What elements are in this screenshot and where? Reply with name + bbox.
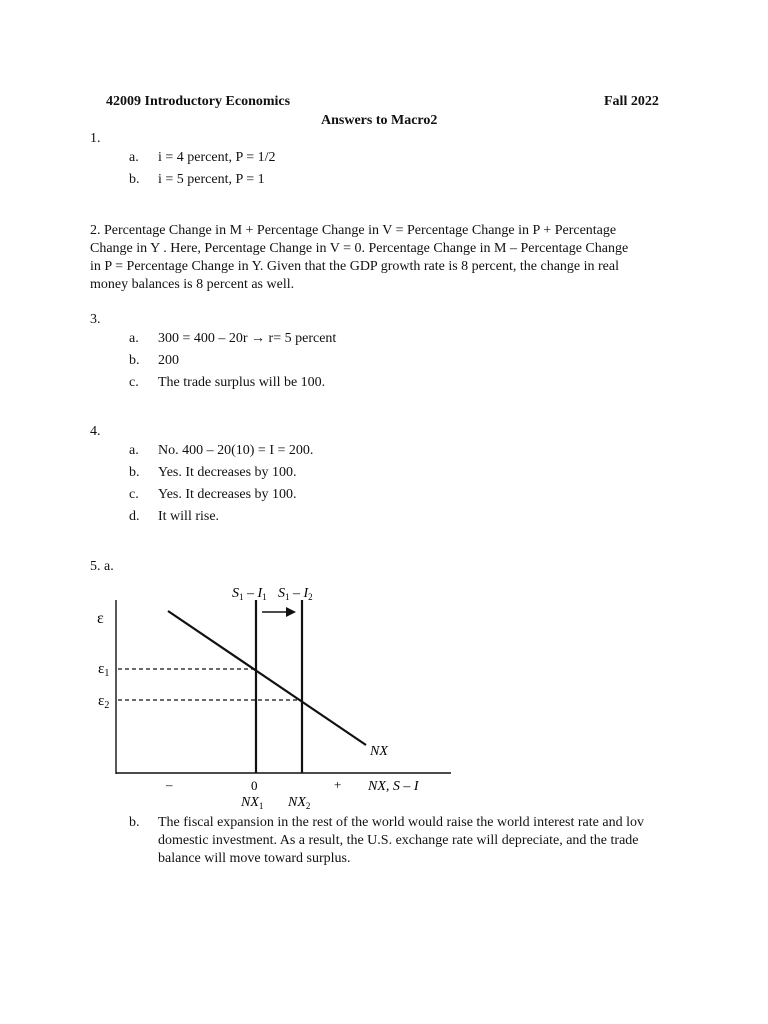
q4-answer-a: No. 400 – 20(10) = I = 200. xyxy=(158,443,314,458)
plus-sign: + xyxy=(334,777,342,792)
q4-answer-c: Yes. It decreases by 100. xyxy=(158,487,297,502)
q4-label-b: b. xyxy=(129,465,140,480)
q3-label-b: b. xyxy=(129,353,140,368)
q4-label-d: d. xyxy=(129,509,140,524)
eps1-label: $\varepsilon_1$ xyxy=(98,661,110,679)
q3-label-c: c. xyxy=(129,375,139,390)
q5b-line-3: balance will move toward surplus. xyxy=(158,851,351,866)
question-3-number: 3. xyxy=(90,312,101,327)
q1-answer-a: i = 4 percent, P = 1/2 xyxy=(158,150,276,165)
question-4-number: 4. xyxy=(90,424,101,439)
q1-answer-b: i = 5 percent, P = 1 xyxy=(158,172,265,187)
x-axis-label: NX, S – I xyxy=(368,779,419,794)
nx2-label: $NX_2$ xyxy=(288,795,311,811)
nx-curve xyxy=(168,611,366,745)
course-title: 42009 Introductory Economics xyxy=(106,94,291,109)
q2-line-2: Change in Y . Here, Percentage Change in V = 0. Percentage Change in M – Percentage Change xyxy=(90,241,629,256)
term: Fall 2022 xyxy=(604,94,659,109)
eps2-label: $\varepsilon_2$ xyxy=(98,693,110,711)
question-1-number: 1. xyxy=(90,131,101,146)
question-5-number: 5. a. xyxy=(90,559,114,574)
q4-answer-b: Yes. It decreases by 100. xyxy=(158,465,297,480)
q3-answer-c: The trade surplus will be 100. xyxy=(158,375,326,390)
nx1-label: $NX_1$ xyxy=(241,795,264,811)
q4-label-a: a. xyxy=(129,443,139,458)
s1-i2-label: $S_1 - I_2$ xyxy=(278,586,313,602)
q1-label-b: b. xyxy=(129,172,140,187)
page-title: Answers to Macro2 xyxy=(321,113,438,128)
q1-label-a: a. xyxy=(129,150,139,165)
shift-arrow-head xyxy=(286,607,296,617)
y-axis-label: ε xyxy=(97,610,104,627)
q2-line-1: 2. Percentage Change in M + Percentage Change in V = Percentage Change in P + Percentage xyxy=(90,223,617,238)
q4-answer-d: It will rise. xyxy=(158,509,220,524)
s1-i1-label: $S_1 - I_1$ xyxy=(232,586,267,602)
q2-line-4: money balances is 8 percent as well. xyxy=(90,277,295,292)
q3-answer-a: 300 = 400 – 20r → r= 5 percent xyxy=(158,331,337,346)
q3-answer-b: 200 xyxy=(158,353,179,368)
q5b-line-2: domestic investment. As a result, the U.S. exchange rate will depreciate, and the trade xyxy=(158,833,639,848)
zero-label: 0 xyxy=(251,778,258,793)
q2-line-3: in P = Percentage Change in Y. Given that the GDP growth rate is 8 percent, the change in real xyxy=(90,259,619,274)
minus-sign: – xyxy=(166,777,173,792)
q4-label-c: c. xyxy=(129,487,139,502)
nx-curve-label: NX xyxy=(370,744,388,759)
q5-label-b: b. xyxy=(129,815,140,830)
q3-label-a: a. xyxy=(129,331,139,346)
q5b-line-1: The fiscal expansion in the rest of the world would raise the world interest rate and lov xyxy=(158,815,644,830)
